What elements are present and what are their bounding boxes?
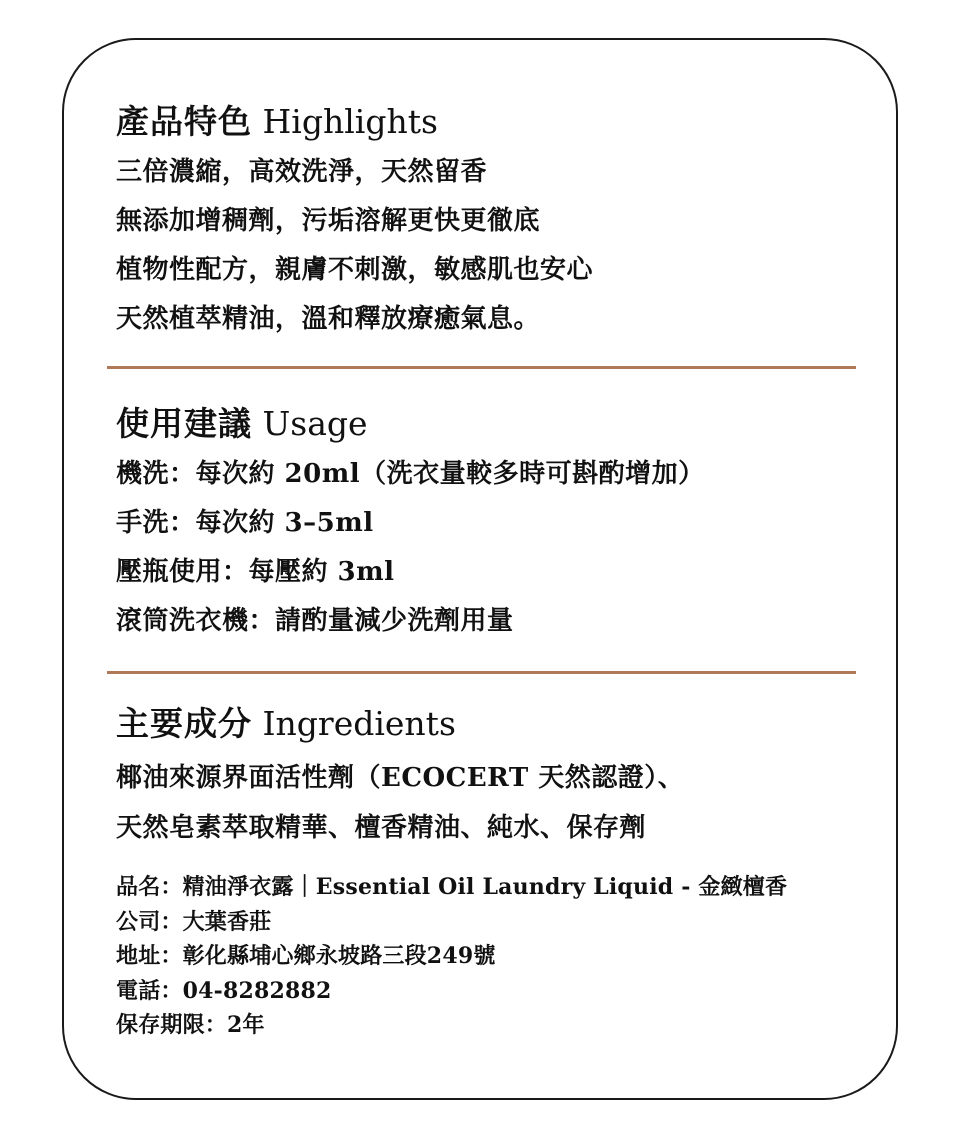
info-label: 地址： [116,943,183,969]
highlights-title [116,102,856,142]
company-row [116,905,856,940]
phone-row [116,974,856,1009]
highlights-section [116,102,856,344]
ingredient-line: 天然皂素萃取精華、檀香精油、純水、保存劑 [116,813,647,843]
product-info-list [116,870,856,1043]
usage-title [116,404,856,444]
product-name-row [116,870,856,905]
ingredients-title-en: Ingredients [262,704,456,743]
ingredients-section [116,704,856,853]
address-row [116,939,856,974]
ingredients-list [116,753,856,853]
company-value: 大葉香莊 [182,908,272,935]
highlight-line: 無添加增稠劑，污垢溶解更快更徹底 [116,206,541,236]
highlight-line: 植物性配方，親膚不刺激，敏感肌也安心 [116,255,594,285]
ingredients-title-zh: 主要成分 [116,704,252,743]
section-divider [107,671,856,674]
address-value: 彰化縣埔心鄉永坡路三段249號 [182,943,496,969]
usage-section [116,404,856,646]
highlights-title-zh: 產品特色 [116,102,252,141]
usage-line: 壓瓶使用：每壓約 3ml [116,557,395,587]
highlights-list [116,148,856,344]
highlight-line: 三倍濃縮，高效洗淨，天然留香 [116,157,488,187]
info-label: 公司： [116,908,183,935]
usage-line: 機洗：每次約 20ml（洗衣量較多時可斟酌增加） [116,459,705,489]
phone-value: 04-8282882 [182,977,332,1004]
usage-title-zh: 使用建議 [116,404,252,443]
highlight-line: 天然植萃精油，溫和釋放療癒氣息。 [116,304,541,334]
info-label: 保存期限： [116,1012,228,1038]
product-name-value: 精油淨衣露｜Essential Oil Laundry Liquid - 金緻檀香 [182,874,788,900]
highlights-title-en: Highlights [262,102,438,141]
ingredients-title [116,704,856,744]
section-divider [107,366,856,369]
usage-list [116,450,856,646]
shelf-life-row [116,1008,856,1043]
ingredient-line: 椰油來源界面活性劑（ECOCERT 天然認證）、 [116,763,685,793]
usage-line: 滾筒洗衣機：請酌量減少洗劑用量 [116,606,514,636]
usage-line: 手洗：每次約 3–5ml [116,508,374,538]
shelf-life-value: 2年 [227,1012,265,1038]
info-label: 電話： [116,977,183,1004]
info-label: 品名： [116,874,183,900]
usage-title-en: Usage [262,404,368,443]
product-info [116,870,856,1043]
